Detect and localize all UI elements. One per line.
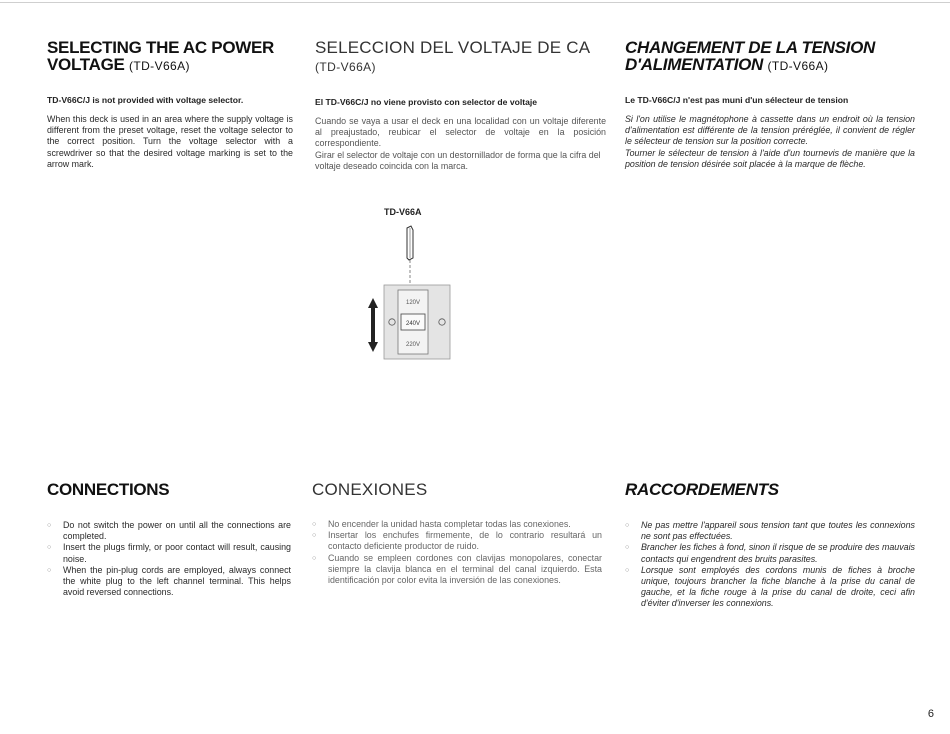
page-number: 6 [927,708,934,720]
list-item: ○ No encender la unidad hasta completar todas las conexiones. [312,519,602,530]
top-rule [0,2,950,3]
note-fr: Le TD-V66C/J n'est pas muni d'un sélecteur de tension [625,95,849,105]
list-connections-es [312,519,602,586]
section-ac-voltage-en [47,39,293,170]
list-item: ○ Ne pas mettre l'appareil sous tension tant que toutes les connexions ne sont pas effectuées. [625,520,915,542]
body-fr-2: Tourner le sélecteur de tension à l'aide d'un tournevis de manière que la position de tension désirée soit placée à la marque de flèche. [625,147,915,169]
list-item: ○ Brancher les fiches à fond, sinon il risque de se produire des mauvais contacts qui engendrent des bruits parasites. [625,542,915,564]
list-item: ○ Insertar los enchufes firmemente, de lo contrario resultará un contacto deficiente productor de ruido. [312,530,602,552]
title-line1: SELECTING THE AC POWER [47,38,275,57]
list-item: ○ Do not switch the power on until all the connections are completed. [47,520,291,542]
section-connections-en [47,481,291,598]
body-en: When this deck is used in an area where the supply voltage is different from the preset voltage, reset the voltage selector to the correct position. Turn the voltage selector with a screwdriver so that the desired voltage marking is set to the arrow mark. [47,114,293,169]
model-tag: (TD-V66A) [767,59,829,73]
section-connections-es [312,481,602,586]
title-connections-fr: RACCORDEMENTS [625,480,779,499]
body-fr-1: Si l'on utilise le magnétophone à cassette dans un endroit où la tension d'alimentation est différente de la tension préréglée, il convient de régler le sélecteur de tension sur la position correcte. [625,114,915,147]
voltage-top: 120V [405,300,421,306]
title-line1: SELECCION DEL VOLTAJE DE CA [315,38,591,57]
list-item: ○ Cuando se empleen cordones con clavijas monopolares, conectar siempre la clavija blanca en el terminal del canal izquierdo. Esta identificación por color evita la inversión de las conexiones. [312,553,602,587]
voltage-selector-diagram [360,222,460,362]
note-en: TD-V66C/J is not provided with voltage selector. [47,95,244,105]
list-connections-fr [625,520,915,610]
list-connections-en [47,520,291,598]
title-connections-en: CONNECTIONS [47,480,170,499]
list-item: ○ Lorsque sont employés des cordons munis de fiches à broche unique, toujours brancher la fiche blanche à la prise du canal de gauche, et la fiche rouge à la prise du canal de droite, ceci afin d'éviter d'inverser les connexions. [625,565,915,610]
section-connections-fr [625,481,915,610]
rotate-arrow-icon [368,298,378,352]
title-connections-es: CONEXIONES [312,480,428,499]
body-es-2: Girar el selector de voltaje con un destornillador de forma que la cifra del voltaje deseado coincida con la marca. [315,149,601,171]
section-ac-voltage-es [315,39,606,172]
title-line2: VOLTAGE [47,55,125,74]
voltage-bottom: 220V [405,342,421,348]
title-ac-voltage-en [47,39,293,75]
model-tag: (TD-V66A) [315,60,376,74]
note-es: El TD-V66C/J no viene provisto con selector de voltaje [315,97,538,107]
model-tag: (TD-V66A) [128,59,190,73]
title-ac-voltage-es [315,39,606,76]
title-line1: CHANGEMENT DE LA TENSION [625,38,876,57]
list-item: ○ Insert the plugs firmly, or poor contact will result, causing noise. [47,542,291,564]
body-es-1: Cuando se vaya a usar el deck en una localidad con un voltaje diferente al preajustado, reubicar el selector de voltaje en la posición correspondiente. [315,116,606,149]
figure-label: TD-V66A [384,207,422,217]
title-line2: D'ALIMENTATION [625,55,764,74]
list-item: ○ When the pin-plug cords are employed, always connect the white plug to the left channel terminal. This helps avoid reversed connections. [47,565,291,599]
voltage-mid: 240V [405,321,421,327]
section-ac-voltage-fr [625,39,915,170]
title-ac-voltage-fr [625,39,915,75]
